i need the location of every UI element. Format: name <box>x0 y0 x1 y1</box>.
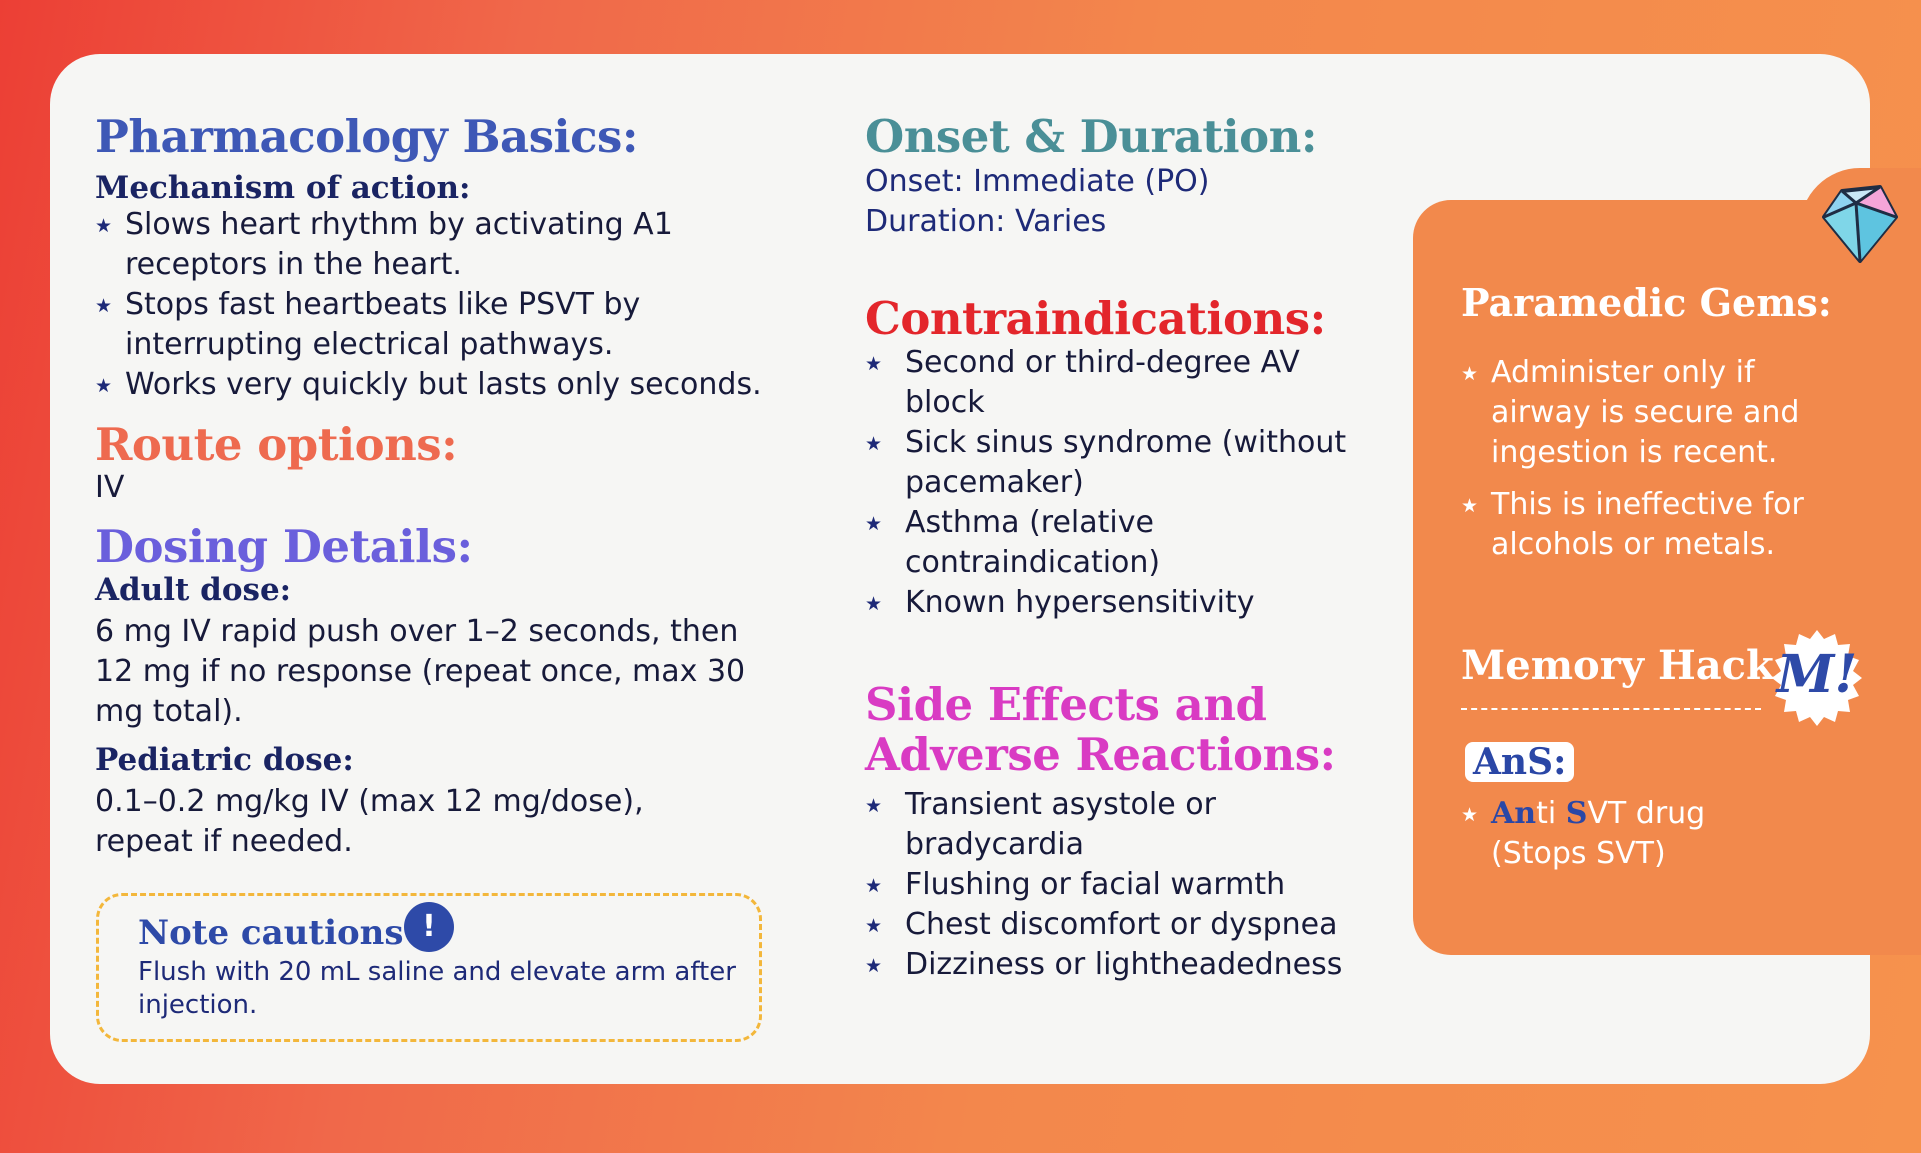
list-item: ★ Chest discomfort or dyspnea <box>865 905 1355 945</box>
diamond-icon <box>1820 183 1900 263</box>
star-icon: ★ <box>865 795 883 817</box>
list-item: ★ Flushing or facial warmth <box>865 865 1355 905</box>
list-item: ★ Works very quickly but lasts only seconds. <box>95 365 775 405</box>
pediatric-dose-label: Pediatric dose: <box>95 742 354 778</box>
adult-dose-text: 6 mg IV rapid push over 1–2 seconds, then 12 mg if no response (repeat once, max 30 mg total). <box>95 614 746 729</box>
star-icon: ★ <box>865 433 883 455</box>
note-cautions-text: Flush with 20 mL saline and elevate arm after injection. <box>138 957 736 1020</box>
star-icon: ★ <box>865 875 883 897</box>
star-icon: ★ <box>865 593 883 615</box>
memory-hack-title: Memory Hack <box>1461 642 1774 689</box>
side-effects-title-line2: Adverse Reactions: <box>865 728 1336 781</box>
duration-value: Duration: Varies <box>865 204 1107 239</box>
paramedic-gems-list <box>1461 353 1831 565</box>
side-effects-list <box>865 785 1355 985</box>
memory-tag: AnS: <box>1465 742 1574 782</box>
paramedic-panel <box>1413 200 1921 955</box>
star-icon: ★ <box>865 353 883 375</box>
memory-hack-list <box>1461 794 1841 874</box>
list-item: ★ Transient asystole or bradycardia <box>865 787 1216 862</box>
dosing-details-title: Dosing Details: <box>95 520 473 573</box>
star-icon: ★ <box>95 215 113 237</box>
star-icon: ★ <box>95 295 113 317</box>
exclamation-badge-icon: ! <box>404 902 454 952</box>
note-cautions-title: Note cautions <box>138 913 404 953</box>
memory-hack-divider <box>1461 708 1761 710</box>
onset-value: Onset: Immediate (PO) <box>865 164 1210 199</box>
onset-duration-title: Onset & Duration: <box>865 110 1317 163</box>
adult-dose-label: Adult dose: <box>95 572 292 608</box>
list-item: ★ This is ineffective for alcohols or metals. <box>1461 487 1804 562</box>
star-icon: ★ <box>1461 804 1479 826</box>
memory-badge-icon: M! <box>1769 630 1865 726</box>
list-item: ★ Known hypersensitivity <box>865 583 1355 623</box>
list-item: ★ Sick sinus syndrome (without pacemaker) <box>865 425 1347 500</box>
list-item: ★ Slows heart rhythm by activating A1 receptors in the heart. <box>95 207 673 282</box>
mechanism-label: Mechanism of action: <box>95 170 471 206</box>
list-item: ★ Stops fast heartbeats like PSVT by interrupting electrical pathways. <box>95 287 641 362</box>
star-icon: ★ <box>865 955 883 977</box>
pediatric-dose-text: 0.1–0.2 mg/kg IV (max 12 mg/dose), repeat if needed. <box>95 784 644 859</box>
contraindications-title: Contraindications: <box>865 292 1326 345</box>
route-options-title: Route options: <box>95 418 458 471</box>
contraindications-list <box>865 343 1355 623</box>
star-icon: ★ <box>1461 363 1479 385</box>
mechanism-list <box>95 205 775 405</box>
star-icon: ★ <box>95 375 113 397</box>
side-effects-title-line1: Side Effects and <box>865 678 1267 731</box>
star-icon: ★ <box>865 513 883 535</box>
route-value: IV <box>95 470 125 505</box>
list-item: ★ Second or third-degree AV block <box>865 345 1300 420</box>
list-item: ★ Dizziness or lightheadedness <box>865 945 1355 985</box>
star-icon: ★ <box>1461 495 1479 517</box>
list-item: ★ Anti SVT drug (Stops SVT) <box>1461 796 1706 871</box>
paramedic-gems-title: Paramedic Gems: <box>1461 280 1832 325</box>
star-icon: ★ <box>865 915 883 937</box>
list-item: ★ Administer only if airway is secure and ingestion is recent. <box>1461 355 1800 470</box>
pharmacology-basics-title: Pharmacology Basics: <box>95 110 638 163</box>
list-item: ★ Asthma (relative contraindication) <box>865 505 1161 580</box>
